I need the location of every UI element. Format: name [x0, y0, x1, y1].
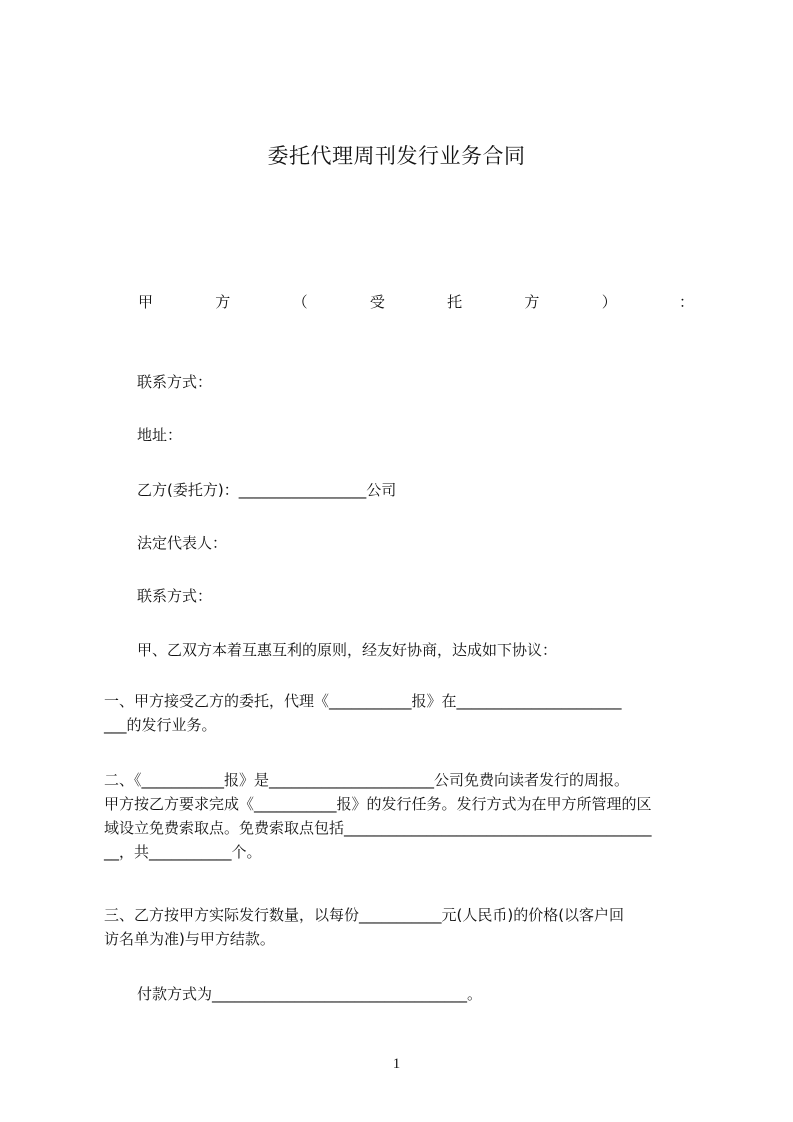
party-b-line: 乙方(委托方)：_________________公司 [137, 481, 397, 499]
preamble: 甲、乙双方本着互惠互利的原则，经友好协商，达成如下协议： [137, 641, 558, 659]
page-number: 1 [392, 1056, 401, 1072]
clause-1 [104, 689, 700, 737]
party-a-char: 方 [215, 293, 231, 311]
clause-3 [104, 903, 700, 951]
party-a-char: 托 [447, 293, 463, 311]
clause-2-line: 域设立免费索取点。免费索取点包括_________________________________________ [104, 819, 652, 837]
clause-3-line: 访名单为准)与甲方结款。 [104, 930, 275, 948]
party-a-char: ： [678, 293, 694, 311]
clause-1-line: ___的发行业务。 [104, 716, 217, 734]
document-title: 委托代理周刊发行业务合同 [267, 144, 526, 168]
party-a-char: 受 [369, 293, 385, 311]
party-b-contact: 联系方式： [137, 587, 213, 605]
clause-3-line: 三、乙方按甲方实际发行数量，以每份___________元(人民币)的价格(以客户回 [104, 906, 625, 924]
party-a-char: 甲 [138, 293, 154, 311]
party-a-char: ） [601, 293, 617, 311]
clause-2 [104, 768, 700, 864]
clause-2-line: 二、《___________报》是______________________公司免费向读者发行的周报。 [104, 771, 630, 789]
clause-1-line: 一、甲方接受乙方的委托，代理《___________报》在______________________ [104, 692, 622, 710]
party-a-char: 方 [524, 293, 540, 311]
party-a-contact: 联系方式： [137, 373, 213, 391]
legal-representative: 法定代表人： [137, 534, 228, 552]
party-a-line [138, 291, 694, 312]
payment-method: 付款方式为__________________________________。 [137, 985, 483, 1003]
clause-2-line: 甲方按乙方要求完成《___________报》的发行任务。发行方式为在甲方所管理的区 [104, 795, 652, 813]
party-a-address: 地址： [137, 426, 183, 444]
clause-2-line: __，共___________个。 [104, 843, 262, 861]
party-a-char: （ [292, 293, 308, 311]
